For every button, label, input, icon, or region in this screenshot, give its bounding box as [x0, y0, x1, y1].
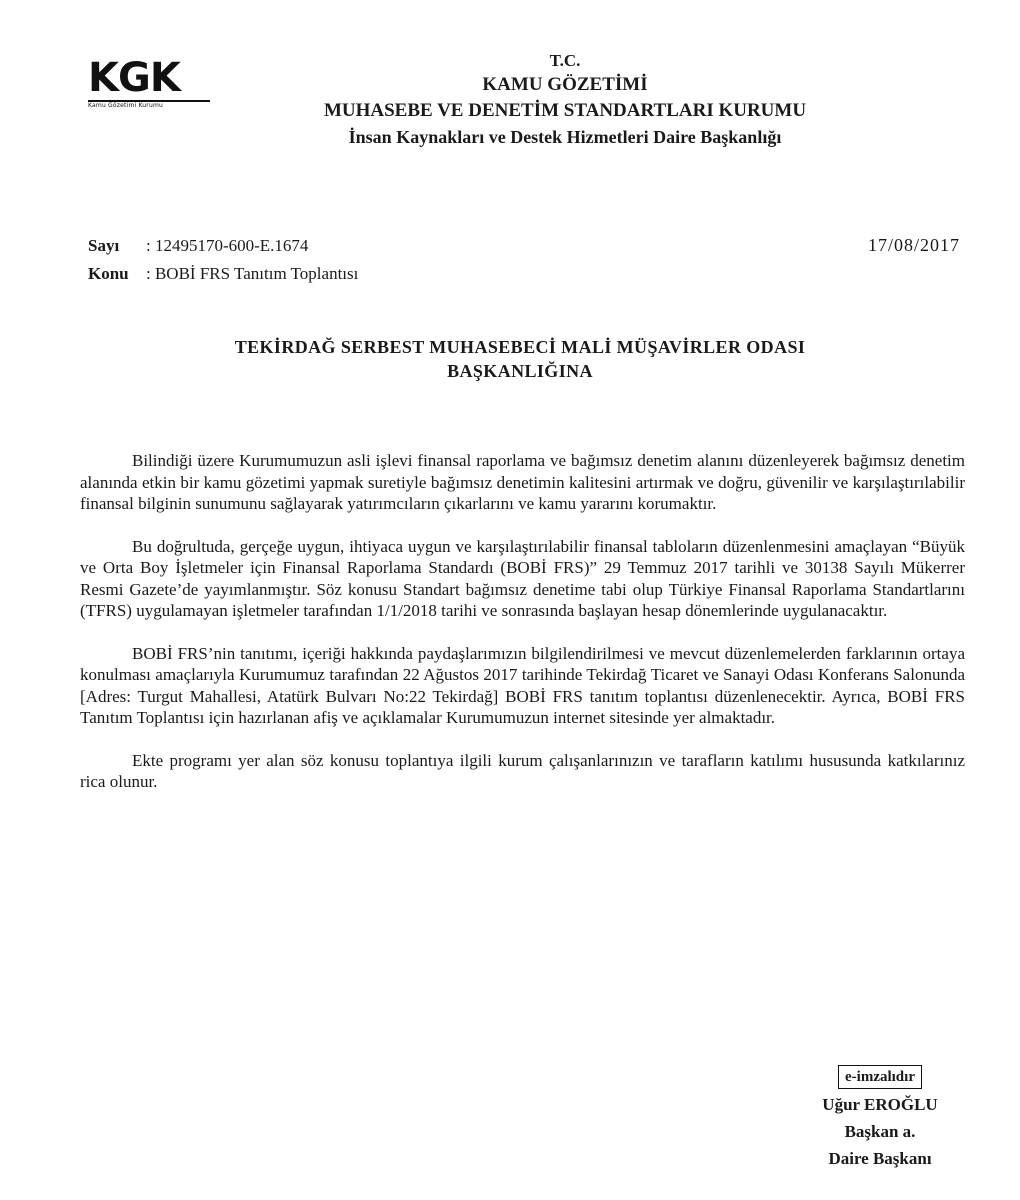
konu-row — [88, 260, 358, 288]
signatory-name: Uğur EROĞLU — [822, 1095, 938, 1114]
header-tc: T.C. — [549, 51, 581, 70]
signatory-title-2: Daire Başkanı — [828, 1149, 932, 1168]
signature-block — [780, 1062, 980, 1172]
addressee-line2: BAŞKANLIĞINA — [447, 361, 593, 381]
addressee-line1: TEKİRDAĞ SERBEST MUHASEBECİ MALİ MÜŞAVİRLER ODASI — [234, 337, 806, 357]
sayi-row — [88, 232, 358, 260]
e-signature-stamp: e-imzalıdır — [838, 1065, 922, 1089]
logo-subtitle: Kamu Gözetimi Kurumu — [88, 100, 210, 110]
addressee — [140, 335, 900, 383]
konu-label: Konu — [88, 264, 129, 283]
sayi-label: Sayı — [88, 236, 120, 255]
letter-body — [80, 450, 965, 814]
paragraph-3: BOBİ FRS’nin tanıtımı, içeriği hakkında paydaşlarımızın bilgilendirilmesi ve mevcut düzenlemelerden farklarının ortaya konulması amaçlarıyla Kurumumuz tarafından 22 Ağustos 2017 tarihinde Tekirdağ Ticaret ve Sanayi Odası Konferans Salonunda [Adres: Turgut Mahallesi, Atatürk Bulvarı No:22 Tekirdağ] BOBİ FRS tanıtım toplantısı düzenlenecektir. Ayrıca, BOBİ FRS Tanıtım Toplantısı için hazırlanan afiş ve açıklamalar Kurumumuzun internet sitesinde yer almaktadır. — [80, 643, 965, 727]
paragraph-2: Bu doğrultuda, gerçeğe uygun, ihtiyaca uygun ve karşılaştırılabilir finansal tabloların düzenlenmesini amaçlayan “Büyük ve Orta Boy İşletmeler için Finansal Raporlama Standardı (BOBİ FRS)” 29 Temmuz 2017 tarihli ve 30138 Sayılı Mükerrer Resmi Gazete’de yayımlanmıştır. Söz konusu Standart bağımsız denetime tabi olup Türkiye Finansal Raporlama Standartlarını (TFRS) uygulamayan işletmeler tarafından 1/1/2018 tarihi ve sonrasında başlayan hesap dönemlerinde uygulanacaktır. — [80, 536, 965, 620]
paragraph-1: Bilindiği üzere Kurumumuzun asli işlevi finansal raporlama ve bağımsız denetim alanını düzenleyerek bağımsız denetim alanında etkin bir kamu gözetimi yapmak suretiyle bağımsız denetimin kalitesini artırmak ve doğru, güvenilir ve karşılaştırılabilir finansal bilginin sunumunu sağlayarak yatırımcıların çıkarlarını ve kamu yararını korumaktır. — [80, 451, 965, 513]
konu-value: : BOBİ FRS Tanıtım Toplantısı — [146, 264, 359, 283]
kgk-logo — [88, 55, 216, 114]
header-kamu-gozetimi: KAMU GÖZETİMİ — [482, 74, 648, 95]
header-department: İnsan Kaynakları ve Destek Hizmetleri Daire Başkanlığı — [348, 127, 782, 147]
paragraph-4: Ekte programı yer alan söz konusu toplantıya ilgili kurum çalışanlarınızın ve tarafların katılımı hususunda katkılarınız rica olunur. — [80, 750, 965, 791]
logo-mark: KGK — [88, 55, 180, 101]
letterhead — [250, 50, 880, 150]
document-meta — [88, 232, 358, 288]
header-institution: MUHASEBE VE DENETİM STANDARTLARI KURUMU — [323, 100, 807, 121]
sayi-value: : 12495170-600-E.1674 — [146, 236, 309, 255]
signatory-title-1: Başkan a. — [844, 1122, 916, 1141]
document-date: 17/08/2017 — [867, 235, 960, 255]
